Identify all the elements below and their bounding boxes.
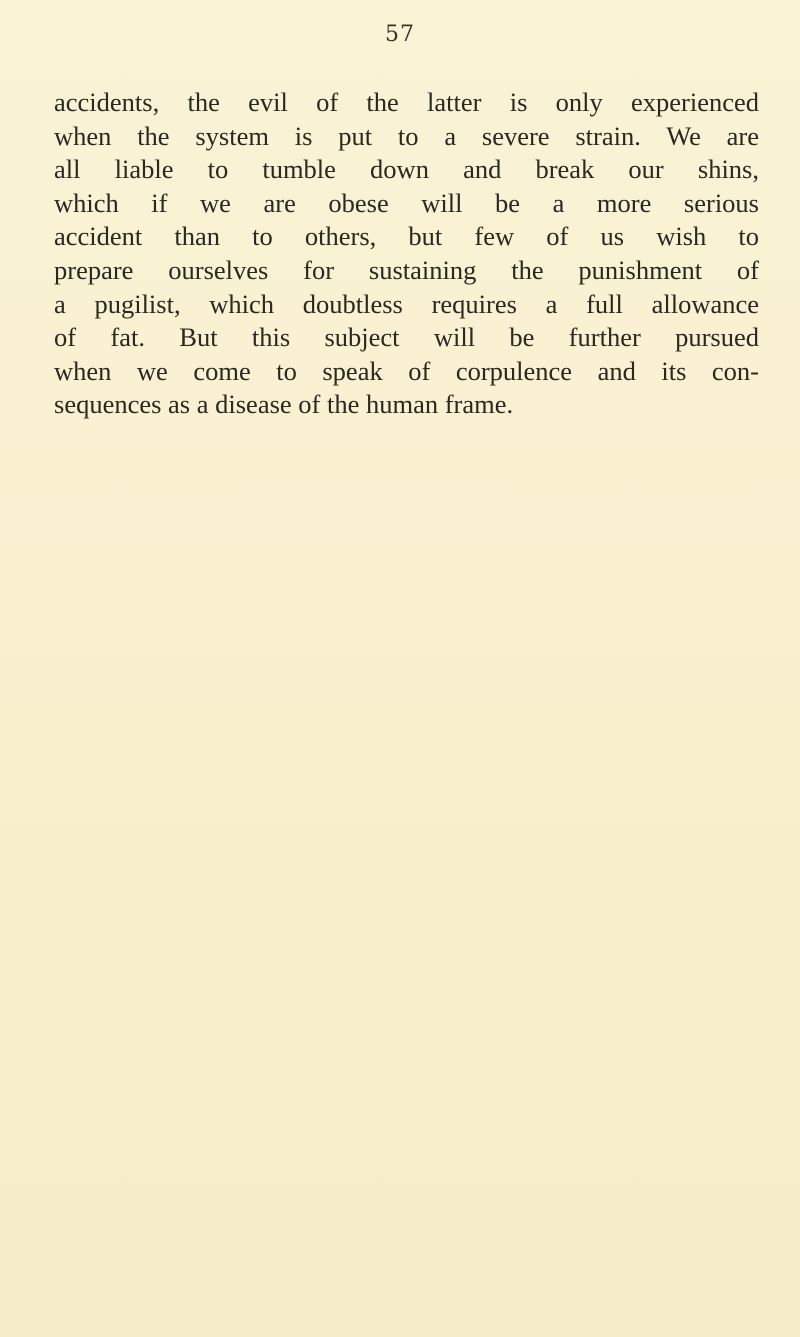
text-line: a pugilist, which doubtless requires a full allowance [54,288,759,319]
body-paragraph [54,86,759,422]
text-line: when the system is put to a severe strain. We are [54,120,759,151]
text-line: when we come to speak of corpulence and its con- [54,355,759,386]
page-number: 57 [385,22,415,47]
text-line: accident than to others, but few of us wish to [54,221,759,252]
text-line: sequences as a disease of the human frame. [54,389,514,420]
text-line: all liable to tumble down and break our shins, [54,154,759,185]
text-line: of fat. But this subject will be further pursued [54,322,759,353]
text-line: which if we are obese will be a more serious [54,187,759,218]
text-line: accidents, the evil of the latter is only experienced [54,87,759,117]
text-line: prepare ourselves for sustaining the punishment of [54,254,759,285]
